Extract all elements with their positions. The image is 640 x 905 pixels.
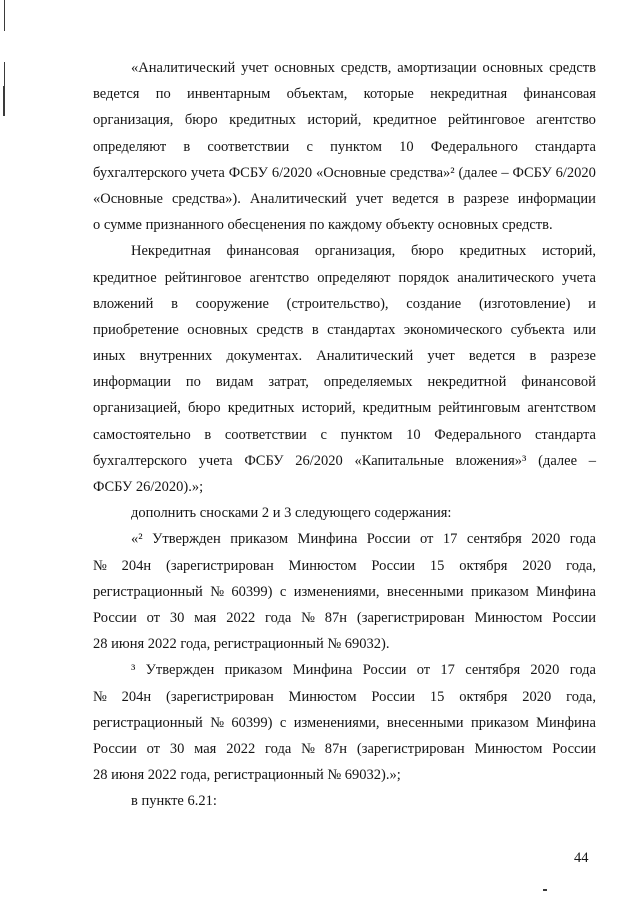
word: стандарта: [534, 426, 596, 443]
word: документах.: [226, 348, 303, 365]
word: с: [320, 426, 327, 443]
word: историй,: [307, 112, 362, 129]
word: №: [301, 740, 315, 757]
word: Минфина: [292, 662, 353, 679]
word: которые: [363, 86, 414, 103]
footnote-2-text: [93, 526, 596, 657]
word: бухгалтерского: [93, 164, 187, 181]
word: видам: [215, 374, 254, 391]
text-line: [93, 422, 596, 448]
text-line: [93, 553, 596, 579]
word: года: [569, 662, 596, 679]
word: бухгалтерского: [93, 452, 187, 469]
text-line: [93, 160, 596, 186]
word: в: [204, 426, 212, 443]
word: Аналитический: [249, 190, 347, 207]
text-line: 28 июня 2022 года, регистрационный № 69032).: [93, 636, 390, 653]
word: приобретение: [93, 321, 179, 338]
word: внесенными: [386, 583, 464, 600]
word: «Основные: [93, 190, 163, 207]
text-line: в пункте 6.21:: [131, 793, 217, 810]
word: №: [93, 688, 107, 705]
word: Минфина: [536, 583, 596, 600]
text-line: [93, 684, 596, 710]
text-line: [93, 395, 596, 421]
word: 10: [399, 138, 414, 155]
word: соответствии: [224, 426, 307, 443]
text-line: о сумме признанного обесценения по каждому объекту основных средств.: [93, 217, 553, 234]
word: Утвержден: [145, 662, 215, 679]
word: приказом: [230, 531, 289, 548]
word: самостоятельно: [93, 426, 191, 443]
word: вложений: [93, 295, 154, 312]
word: 17: [440, 662, 455, 679]
word: от: [416, 662, 431, 679]
word: изменениями,: [293, 714, 380, 731]
word: Минюстом: [474, 609, 543, 626]
word: от: [146, 740, 160, 757]
word: России: [93, 609, 137, 626]
text-line: ФСБУ 26/2020).»;: [93, 479, 204, 495]
word: иных: [93, 348, 126, 365]
paragraph-add-footnotes-instruction: [93, 500, 596, 526]
text-line: [93, 265, 596, 291]
word: пунктом: [330, 138, 382, 155]
word: года: [265, 740, 292, 757]
word: –: [501, 164, 509, 181]
word: основных: [187, 321, 248, 338]
word: субъекта: [510, 321, 565, 338]
word: финансовой: [521, 374, 596, 391]
word: регистрационный: [93, 583, 203, 600]
word: ведется: [93, 86, 140, 103]
word: стандартах: [327, 321, 396, 338]
word: Минюстом: [474, 740, 543, 757]
text-line: [93, 291, 596, 317]
word: Минюстом: [288, 557, 357, 574]
scan-edge-mark: [4, 62, 5, 86]
word: 15: [429, 688, 445, 705]
word: изменениями,: [293, 583, 380, 600]
word: средств: [549, 60, 596, 76]
word: №: [210, 714, 225, 731]
scan-edge-mark: [3, 86, 5, 116]
word: России: [371, 557, 416, 574]
word: средства»²: [389, 164, 455, 181]
word: 26/2020: [295, 452, 343, 469]
word: 10: [406, 426, 421, 443]
text-line: 28 июня 2022 года, регистрационный № 69032).»;: [93, 767, 401, 784]
word: рейтинговое: [448, 112, 525, 129]
word: 17: [442, 531, 458, 548]
word: некредитной: [427, 374, 507, 391]
word: амортизации: [397, 60, 477, 76]
scan-dust-mark: [543, 889, 547, 891]
word: 60399): [231, 714, 273, 731]
word: (далее: [538, 452, 578, 469]
word: учета: [190, 164, 225, 181]
word: рейтинговое: [164, 269, 242, 286]
word: России: [362, 662, 407, 679]
text-line: [93, 605, 596, 631]
word: с: [279, 714, 287, 731]
word: «Капитальные: [354, 452, 444, 469]
text-line: [93, 134, 596, 160]
word: от: [420, 531, 434, 548]
word: организация,: [93, 112, 174, 129]
word: 2020: [531, 531, 561, 548]
word: учета: [198, 452, 233, 469]
word: по: [155, 86, 171, 103]
word: мая: [194, 740, 217, 757]
word: России: [371, 688, 416, 705]
word: (далее: [458, 164, 498, 181]
word: определяют: [317, 269, 391, 286]
word: 87н: [324, 609, 348, 626]
word: затрат,: [268, 374, 309, 391]
text-line: [93, 448, 596, 474]
word: историй,: [541, 243, 596, 260]
text-line: [93, 526, 596, 552]
text-line: [93, 369, 596, 395]
text-line: [93, 657, 596, 683]
word: (зарегистрирован: [356, 609, 465, 626]
word: кредитное: [93, 269, 157, 286]
word: кредитное: [372, 112, 437, 129]
word: внесенными: [386, 714, 464, 731]
word: агентством: [527, 400, 596, 417]
word: 2020: [530, 662, 560, 679]
word: определяют: [93, 138, 167, 155]
word: агентство: [536, 112, 596, 129]
word: 87н: [324, 740, 348, 757]
word: и: [588, 295, 596, 312]
word: в: [529, 348, 537, 365]
word: октября: [459, 557, 508, 574]
word: сентября: [466, 531, 522, 548]
word: историй,: [301, 400, 356, 417]
word: Минюстом: [288, 688, 357, 705]
word: разрезе: [463, 190, 509, 207]
word: от: [146, 609, 160, 626]
word: вложения»³: [455, 452, 527, 469]
paragraph-capital-investments-accounting: [93, 238, 596, 500]
word: кредитных: [459, 243, 527, 260]
word: кредитных: [229, 112, 296, 129]
paragraph-item-6-21-instruction: [93, 788, 596, 814]
word: некредитная: [430, 86, 508, 103]
word: инвентарным: [186, 86, 271, 103]
word: 204н: [121, 688, 152, 705]
word: пунктом: [340, 426, 393, 443]
word: организация,: [314, 243, 396, 260]
word: приказом: [470, 583, 529, 600]
word: ведется: [392, 190, 439, 207]
text-line: [93, 736, 596, 762]
word: учет: [427, 348, 455, 365]
word: Утвержден: [152, 531, 221, 548]
word: финансовая: [226, 243, 300, 260]
word: №: [210, 583, 225, 600]
word: объектам,: [286, 86, 348, 103]
page-number: 44: [574, 850, 589, 866]
word: (изготовление): [478, 295, 571, 312]
word: соответствии: [207, 138, 290, 155]
word: России: [552, 609, 596, 626]
word: определяемых: [323, 374, 413, 391]
word: учета: [562, 269, 596, 286]
word: порядок: [398, 269, 450, 286]
word: сентября: [465, 662, 521, 679]
word: в: [171, 295, 178, 312]
word: внутренних: [139, 348, 213, 365]
footnote-3-text: [93, 657, 596, 788]
word: Некредитная: [131, 243, 211, 260]
paragraph-fixed-assets-analytical-accounting: [93, 55, 596, 238]
word: мая: [194, 609, 217, 626]
word: разрезе: [550, 348, 596, 365]
word: «Основные: [316, 164, 386, 181]
word: информации: [517, 190, 596, 207]
word: создание: [406, 295, 462, 312]
word: (зарегистрирован: [166, 688, 274, 705]
word: года: [265, 609, 292, 626]
text-line: [93, 186, 596, 212]
word: (строительство),: [286, 295, 389, 312]
word: (зарегистрирован: [356, 740, 465, 757]
word: 204н: [121, 557, 152, 574]
word: средств: [256, 321, 304, 338]
word: бюро: [184, 112, 218, 129]
word: года,: [566, 688, 596, 705]
word: финансовая: [523, 86, 596, 103]
word: учет: [355, 190, 384, 207]
word: года: [569, 531, 596, 548]
word: Минфина: [297, 531, 358, 548]
word: Федерального: [430, 138, 518, 155]
word: приказом: [224, 662, 283, 679]
word: основных: [482, 60, 544, 76]
word: агентство: [249, 269, 310, 286]
word: 6/2020: [271, 164, 313, 181]
word: организацией,: [93, 400, 181, 417]
word: приказом: [470, 714, 529, 731]
word: регистрационный: [93, 714, 203, 731]
word: стандарта: [534, 138, 596, 155]
text-line: дополнить сносками 2 и 3 следующего содержания:: [131, 505, 452, 522]
word: основных: [274, 60, 335, 76]
word: 60399): [231, 583, 273, 600]
word: 30: [169, 740, 185, 757]
document-body: [93, 55, 596, 814]
word: Федерального: [434, 426, 522, 443]
word: средства»).: [171, 190, 241, 207]
word: ФСБУ: [228, 164, 268, 181]
word: –: [588, 452, 596, 469]
text-line: [93, 55, 596, 81]
word: сооружение: [195, 295, 269, 312]
word: ФСБУ: [512, 164, 552, 181]
word: ³: [131, 662, 136, 679]
word: бюро: [411, 243, 444, 260]
text-line: [93, 579, 596, 605]
word: 15: [429, 557, 445, 574]
word: или: [573, 321, 596, 338]
word: средств,: [340, 60, 392, 76]
word: информации: [93, 374, 171, 391]
word: года,: [566, 557, 596, 574]
text-line: [93, 107, 596, 133]
word: 2022: [226, 740, 256, 757]
scan-edge-mark: [4, 0, 5, 31]
word: «Аналитический: [131, 60, 236, 76]
word: экономического: [403, 321, 503, 338]
word: 6/2020: [555, 164, 596, 181]
word: кредитным: [362, 400, 432, 417]
text-line: [93, 710, 596, 736]
text-line: [93, 317, 596, 343]
word: России: [366, 531, 411, 548]
word: аналитического: [457, 269, 554, 286]
word: в: [183, 138, 191, 155]
word: 2022: [226, 609, 256, 626]
word: России: [552, 740, 596, 757]
word: бюро: [187, 400, 221, 417]
word: 2020: [522, 557, 552, 574]
word: учет: [241, 60, 269, 76]
word: ведется: [468, 348, 516, 365]
word: №: [301, 609, 315, 626]
word: в: [447, 190, 455, 207]
word: «²: [131, 531, 143, 548]
word: с: [279, 583, 287, 600]
word: (зарегистрирован: [166, 557, 274, 574]
text-line: [93, 343, 596, 369]
word: рейтинговым: [438, 400, 521, 417]
text-line: [93, 238, 596, 264]
word: 2020: [522, 688, 552, 705]
text-line: [93, 81, 596, 107]
word: кредитных: [227, 400, 295, 417]
word: с: [306, 138, 313, 155]
word: России: [93, 740, 137, 757]
word: Аналитический: [316, 348, 414, 365]
word: ФСБУ: [244, 452, 284, 469]
word: 30: [169, 609, 185, 626]
word: в: [311, 321, 319, 338]
word: октября: [459, 688, 508, 705]
word: Минфина: [536, 714, 596, 731]
word: №: [93, 557, 107, 574]
word: по: [185, 374, 201, 391]
